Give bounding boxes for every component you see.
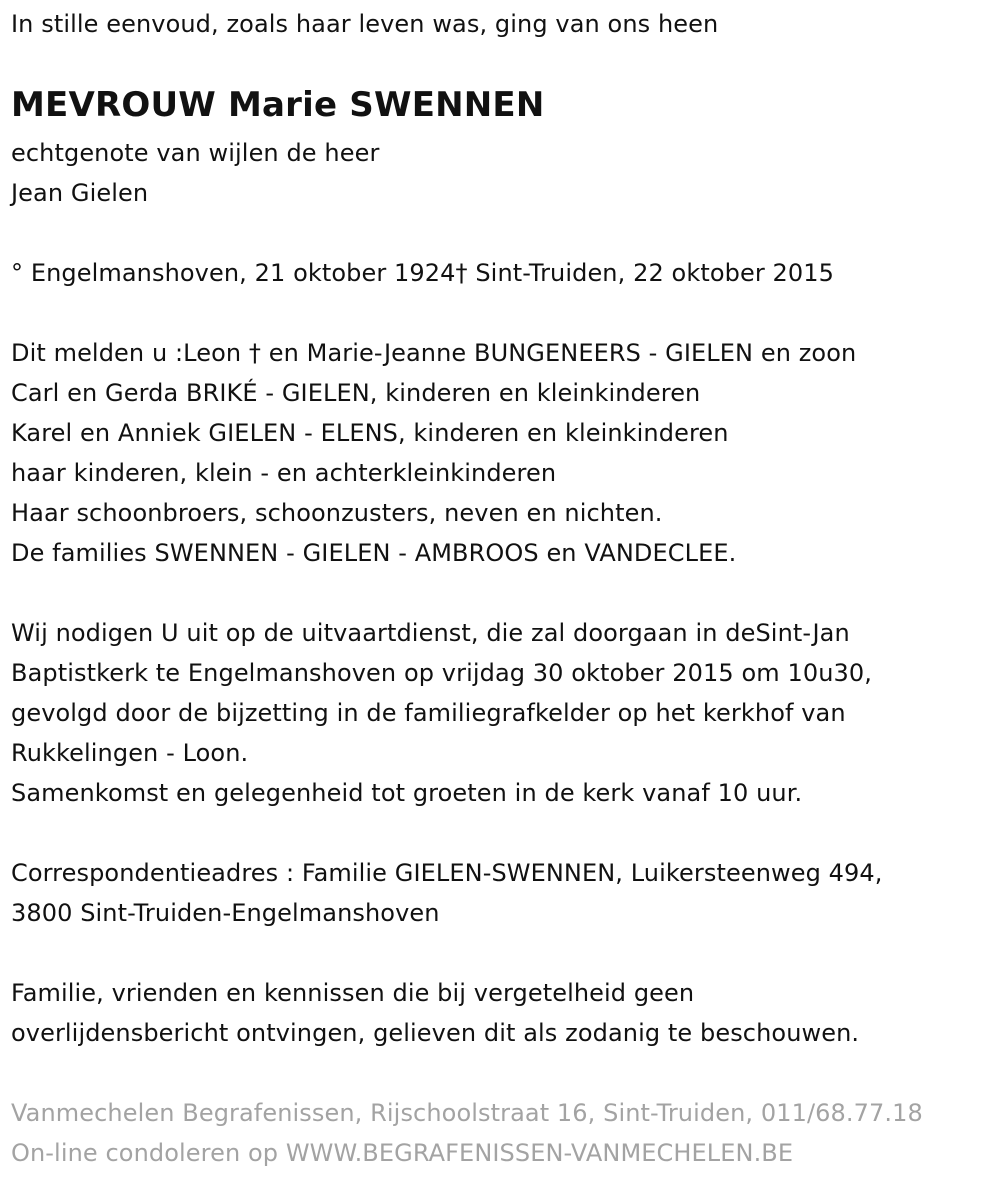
condolence-website: On-line condoleren op WWW.BEGRAFENISSEN-VANMECHELEN.BE bbox=[11, 1139, 794, 1167]
relation-line-1: echtgenote van wijlen de heer bbox=[11, 139, 380, 167]
birth-death-dates: ° Engelmanshoven, 21 oktober 1924† Sint-Truiden, 22 oktober 2015 bbox=[11, 259, 834, 287]
funeral-home-info: Vanmechelen Begrafenissen, Rijschoolstraat 16, Sint-Truiden, 011/68.77.18 bbox=[11, 1099, 923, 1127]
family-line: Haar schoonbroers, schoonzusters, neven en nichten. bbox=[11, 499, 663, 527]
intro-text: In stille eenvoud, zoals haar leven was, ging van ons heen bbox=[11, 10, 719, 38]
notice-line: overlijdensbericht ontvingen, gelieven dit als zodanig te beschouwen. bbox=[11, 1019, 860, 1047]
service-line: Samenkomst en gelegenheid tot groeten in de kerk vanaf 10 uur. bbox=[11, 779, 803, 807]
family-line: De families SWENNEN - GIELEN - AMBROOS en VANDECLEE. bbox=[11, 539, 737, 567]
service-line: gevolgd door de bijzetting in de familiegrafkelder op het kerkhof van bbox=[11, 699, 846, 727]
relation-line-2: Jean Gielen bbox=[11, 179, 149, 207]
deceased-name: MEVROUW Marie SWENNEN bbox=[11, 85, 545, 125]
family-line: Dit melden u :Leon † en Marie-Jeanne BUNGENEERS - GIELEN en zoon bbox=[11, 339, 857, 367]
service-line: Baptistkerk te Engelmanshoven op vrijdag 30 oktober 2015 om 10u30, bbox=[11, 659, 872, 687]
correspondence-line: 3800 Sint-Truiden-Engelmanshoven bbox=[11, 899, 440, 927]
family-line: haar kinderen, klein - en achterkleinkinderen bbox=[11, 459, 557, 487]
family-line: Karel en Anniek GIELEN - ELENS, kinderen en kleinkinderen bbox=[11, 419, 729, 447]
service-line: Wij nodigen U uit op de uitvaartdienst, die zal doorgaan in deSint-Jan bbox=[11, 619, 850, 647]
service-line: Rukkelingen - Loon. bbox=[11, 739, 249, 767]
notice-line: Familie, vrienden en kennissen die bij vergetelheid geen bbox=[11, 979, 695, 1007]
correspondence-line: Correspondentieadres : Familie GIELEN-SWENNEN, Luikersteenweg 494, bbox=[11, 859, 883, 887]
family-line: Carl en Gerda BRIKÉ - GIELEN, kinderen en kleinkinderen bbox=[11, 379, 701, 407]
